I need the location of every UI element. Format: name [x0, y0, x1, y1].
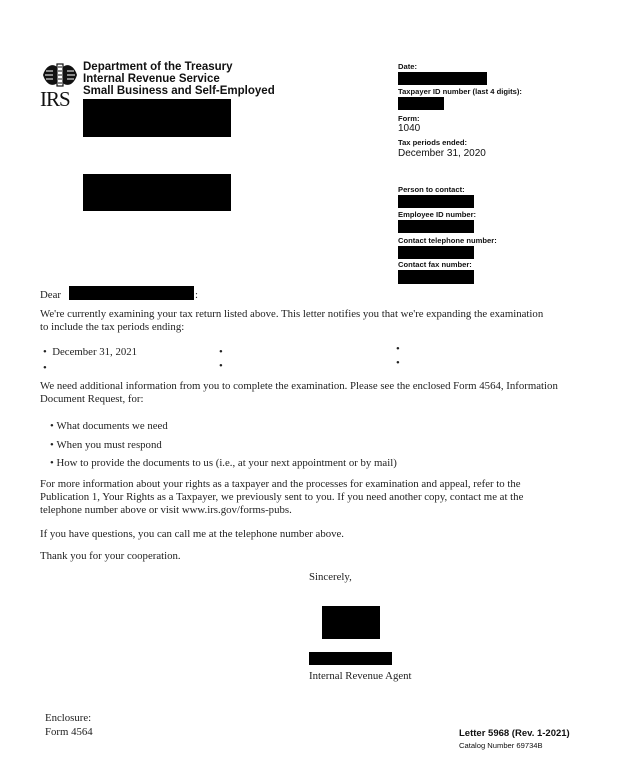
form-label: Form:: [398, 114, 420, 123]
date-label: Date:: [398, 62, 417, 71]
salutation-text: Dear: [40, 289, 61, 301]
redacted-taxpayer-address: [83, 99, 231, 137]
period-item-5: [219, 360, 223, 372]
closing: Sincerely,: [309, 571, 352, 583]
redacted-date: [398, 72, 487, 85]
request-item-1: [50, 420, 168, 432]
telephone-label: Contact telephone number:: [398, 236, 497, 245]
period-item-4: [43, 362, 47, 374]
bullet-glyph: •: [50, 457, 54, 469]
tax-periods-value: December 31, 2020: [398, 148, 486, 159]
taxpayer-id-label: Taxpayer ID number (last 4 digits):: [398, 87, 522, 96]
irs-eagle-icon: [41, 61, 79, 89]
employee-id-label: Employee ID number:: [398, 210, 477, 219]
agency-line-3: Small Business and Self-Employed: [83, 85, 275, 97]
catalog-number: Catalog Number 69734B: [459, 741, 543, 750]
redacted-person-to-contact: [398, 195, 474, 208]
redacted-employee-id: [398, 220, 474, 233]
paragraph-taxpayer-rights: For more information about your rights as a taxpayer and the processes for examination and appeal, refer to the Publication 1, Your Rights as a Taxpayer, we previously sent to you. If you need another copy, contact me at the telephone number above or visit www.irs.gov/forms-pubs.: [40, 478, 524, 516]
salutation-colon: :: [195, 289, 198, 301]
bullet-glyph: •: [396, 357, 400, 369]
request-item-text: What documents we need: [56, 420, 168, 432]
salutation: [40, 289, 61, 302]
bullet-glyph: •: [219, 346, 223, 358]
redacted-recipient-name: [69, 286, 194, 300]
agency-line-1: Department of the Treasury: [83, 61, 233, 73]
tax-periods-label: Tax periods ended:: [398, 138, 468, 147]
redacted-telephone: [398, 246, 474, 259]
request-item-text: When you must respond: [56, 439, 162, 451]
request-item-2: [50, 439, 162, 451]
period-text: December 31, 2021: [52, 346, 138, 358]
request-item-3: [50, 457, 397, 469]
enclosure-label: Enclosure:: [45, 712, 92, 724]
period-item-2: [219, 346, 223, 358]
agency-header: [83, 61, 275, 97]
enclosure-item: Form 4564: [45, 726, 93, 738]
letter-id: Letter 5968 (Rev. 1-2021): [459, 728, 570, 739]
paragraph-expanding-examination: We're currently examining your tax return listed above. This letter notifies you that we're expanding the examination to include the tax periods ending:: [40, 308, 544, 333]
agency-line-2: Internal Revenue Service: [83, 73, 220, 85]
request-item-text: How to provide the documents to us (i.e., at your next appointment or by mail): [56, 457, 397, 469]
bullet-glyph: •: [43, 346, 47, 358]
bullet-glyph: •: [219, 360, 223, 372]
paragraph-questions: If you have questions, you can call me at the telephone number above.: [40, 528, 345, 540]
redacted-return-address: [83, 174, 231, 211]
paragraph-additional-information: We need additional information from you to complete the examination. Please see the enclosed Form 4564, Information Document Request, for:: [40, 380, 558, 405]
redacted-taxpayer-id: [398, 97, 444, 110]
bullet-glyph: •: [43, 362, 47, 374]
form-value: 1040: [398, 123, 421, 134]
irs-logo: [40, 61, 82, 111]
bullet-glyph: •: [50, 420, 54, 432]
period-item-1: [43, 346, 137, 358]
fax-label: Contact fax number:: [398, 260, 472, 269]
person-to-contact-label: Person to contact:: [398, 185, 465, 194]
redacted-signature: [322, 606, 380, 639]
signer-title: Internal Revenue Agent: [309, 670, 412, 682]
bullet-glyph: •: [396, 343, 400, 355]
redacted-fax: [398, 270, 474, 284]
redacted-signer-name: [309, 652, 392, 665]
paragraph-thanks: Thank you for your cooperation.: [40, 550, 181, 562]
period-item-6: [396, 357, 400, 369]
bullet-glyph: •: [50, 439, 54, 451]
period-item-3: [396, 343, 400, 355]
irs-logo-text: IRS: [40, 87, 70, 111]
